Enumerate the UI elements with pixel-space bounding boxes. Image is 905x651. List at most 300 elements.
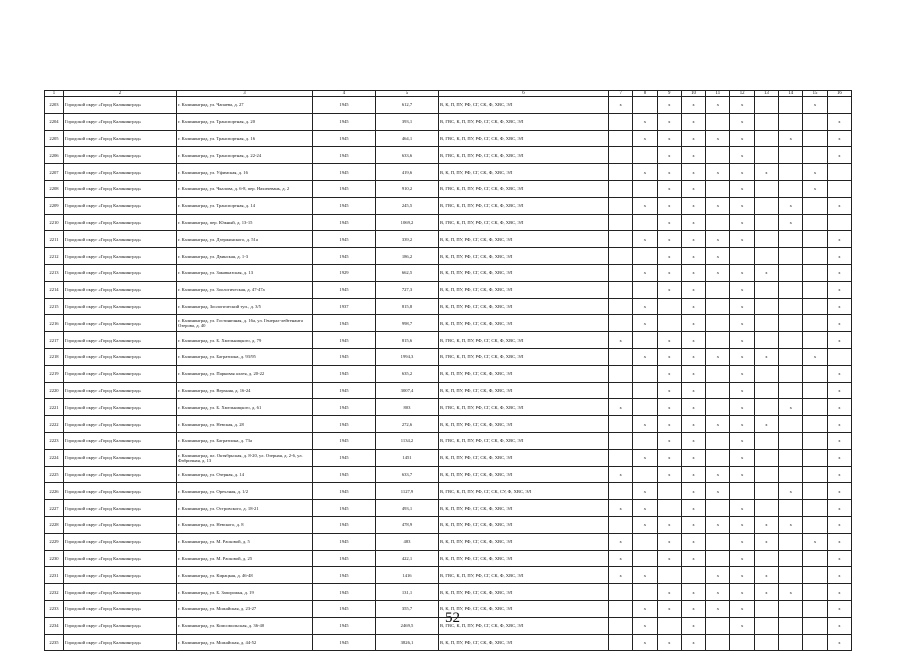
mark-cell-col-13: x bbox=[754, 164, 778, 181]
year-cell: 1945 bbox=[313, 466, 376, 483]
year-cell: 1937 bbox=[313, 298, 376, 315]
mark-cell-col-14 bbox=[779, 382, 803, 399]
row-number: 2220 bbox=[45, 382, 64, 399]
mark-cell-col-16: x bbox=[827, 500, 851, 517]
mark-cell-col-7 bbox=[609, 180, 633, 197]
table-row bbox=[45, 332, 852, 349]
address-cell: г. Калининград, ул. Транспортная, д. 16 bbox=[177, 130, 313, 147]
year-cell: 1945 bbox=[313, 382, 376, 399]
row-number: 2208 bbox=[45, 180, 64, 197]
mark-cell-col-7 bbox=[609, 432, 633, 449]
year-cell: 1945 bbox=[313, 399, 376, 416]
table-row bbox=[45, 147, 852, 164]
row-number: 2225 bbox=[45, 466, 64, 483]
mark-cell-col-12: x bbox=[730, 97, 754, 114]
mark-cell-col-10: x bbox=[681, 264, 705, 281]
mark-cell-col-13 bbox=[754, 113, 778, 130]
mark-cell-col-15: x bbox=[803, 164, 827, 181]
mark-cell-col-13 bbox=[754, 483, 778, 500]
mark-cell-col-13 bbox=[754, 214, 778, 231]
mark-cell-col-9 bbox=[657, 298, 681, 315]
column-number-8: 8 bbox=[633, 91, 657, 97]
page-number: 52 bbox=[445, 610, 460, 626]
mark-cell-col-12: x bbox=[730, 147, 754, 164]
mark-cell-col-12: x bbox=[730, 550, 754, 567]
row-number: 2232 bbox=[45, 584, 64, 601]
table-row bbox=[45, 634, 852, 651]
mark-cell-col-8 bbox=[633, 382, 657, 399]
column-number-10: 10 bbox=[681, 91, 705, 97]
mark-cell-col-11 bbox=[706, 533, 730, 550]
mark-cell-col-15 bbox=[803, 567, 827, 584]
year-cell: 1945 bbox=[313, 449, 376, 466]
mark-cell-col-14 bbox=[779, 113, 803, 130]
mark-cell-col-11 bbox=[706, 298, 730, 315]
mark-cell-col-11 bbox=[706, 449, 730, 466]
mark-cell-col-9 bbox=[657, 315, 681, 332]
table-row bbox=[45, 113, 852, 130]
district-cell: Городской округ «Город Калининград» bbox=[64, 600, 177, 617]
row-number: 2224 bbox=[45, 449, 64, 466]
row-number: 2228 bbox=[45, 516, 64, 533]
mark-cell-col-14 bbox=[779, 180, 803, 197]
works-cell: В, К, П, ПУ, РФ, СГ, СК, Ф, ХВС, ЭЛ bbox=[439, 416, 609, 433]
district-cell: Городской округ «Город Калининград» bbox=[64, 348, 177, 365]
mark-cell-col-12: x bbox=[730, 516, 754, 533]
year-cell: 1945 bbox=[313, 365, 376, 382]
works-cell: В, ГВС, К, П, ПУ, РФ, СГ, СК, Ф, ХВС, ЭЛ bbox=[439, 113, 609, 130]
mark-cell-col-15 bbox=[803, 634, 827, 651]
area-cell: 998,7 bbox=[376, 315, 439, 332]
address-cell: г. Калининград, ул. Чкалова, д. 6-8, пер. Нахичевань, д. 2 bbox=[177, 180, 313, 197]
column-number-7: 7 bbox=[609, 91, 633, 97]
mark-cell-col-13 bbox=[754, 432, 778, 449]
mark-cell-col-16: x bbox=[827, 231, 851, 248]
mark-cell-col-15 bbox=[803, 399, 827, 416]
year-cell: 1945 bbox=[313, 533, 376, 550]
year-cell: 1945 bbox=[313, 248, 376, 265]
mark-cell-col-15: x bbox=[803, 348, 827, 365]
mark-cell-col-8: x bbox=[633, 348, 657, 365]
table-body bbox=[45, 97, 852, 651]
address-cell: г. Калининград, ул. Двинская, д. 1-3 bbox=[177, 248, 313, 265]
mark-cell-col-9: x bbox=[657, 449, 681, 466]
district-cell: Городской округ «Город Калининград» bbox=[64, 416, 177, 433]
mark-cell-col-13: x bbox=[754, 584, 778, 601]
mark-cell-col-11: x bbox=[706, 483, 730, 500]
mark-cell-col-13: x bbox=[754, 264, 778, 281]
works-cell: В, К, П, ПУ, РФ, СГ, СК, Ф, ХВС, ЭЛ bbox=[439, 365, 609, 382]
address-cell: г. Калининград, ул. Кирацкая, д. 46-48 bbox=[177, 567, 313, 584]
mark-cell-col-12: x bbox=[730, 264, 754, 281]
mark-cell-col-12: x bbox=[730, 281, 754, 298]
row-number: 2205 bbox=[45, 130, 64, 147]
mark-cell-col-11: x bbox=[706, 248, 730, 265]
mark-cell-col-12: x bbox=[730, 600, 754, 617]
mark-cell-col-11 bbox=[706, 399, 730, 416]
mark-cell-col-15: x bbox=[803, 533, 827, 550]
mark-cell-col-13 bbox=[754, 500, 778, 517]
mark-cell-col-11: x bbox=[706, 416, 730, 433]
mark-cell-col-7 bbox=[609, 516, 633, 533]
district-cell: Городской округ «Город Калининград» bbox=[64, 550, 177, 567]
area-cell: 422,1 bbox=[376, 550, 439, 567]
row-number: 2223 bbox=[45, 432, 64, 449]
table-row bbox=[45, 197, 852, 214]
works-cell: В, ГВС, К, П, ПУ, РФ, СГ, СК, Ф, ХВС, ЭЛ bbox=[439, 180, 609, 197]
area-cell: 393,1 bbox=[376, 113, 439, 130]
mark-cell-col-12: x bbox=[730, 164, 754, 181]
mark-cell-col-7 bbox=[609, 365, 633, 382]
table-row bbox=[45, 483, 852, 500]
mark-cell-col-10: x bbox=[681, 500, 705, 517]
mark-cell-col-15 bbox=[803, 550, 827, 567]
mark-cell-col-16: x bbox=[827, 634, 851, 651]
mark-cell-col-14 bbox=[779, 550, 803, 567]
area-cell: 339,2 bbox=[376, 231, 439, 248]
mark-cell-col-15 bbox=[803, 231, 827, 248]
row-number: 2206 bbox=[45, 147, 64, 164]
year-cell: 1945 bbox=[313, 584, 376, 601]
area-cell: 1134,2 bbox=[376, 432, 439, 449]
mark-cell-col-8 bbox=[633, 248, 657, 265]
row-number: 2214 bbox=[45, 281, 64, 298]
works-cell: В, К, П, ПУ, РФ, СГ, СК, Ф, ХВС, ЭЛ bbox=[439, 248, 609, 265]
mark-cell-col-7 bbox=[609, 147, 633, 164]
area-cell: 612,7 bbox=[376, 97, 439, 114]
mark-cell-col-9: x bbox=[657, 550, 681, 567]
mark-cell-col-9: x bbox=[657, 516, 681, 533]
table-row bbox=[45, 248, 852, 265]
column-number-5: 5 bbox=[376, 91, 439, 97]
district-cell: Городской округ «Город Калининград» bbox=[64, 466, 177, 483]
year-cell: 1945 bbox=[313, 432, 376, 449]
mark-cell-col-16 bbox=[827, 180, 851, 197]
mark-cell-col-10: x bbox=[681, 584, 705, 601]
mark-cell-col-7 bbox=[609, 416, 633, 433]
mark-cell-col-11: x bbox=[706, 466, 730, 483]
mark-cell-col-12 bbox=[730, 483, 754, 500]
mark-cell-col-16: x bbox=[827, 617, 851, 634]
mark-cell-col-10: x bbox=[681, 432, 705, 449]
mark-cell-col-13 bbox=[754, 180, 778, 197]
mark-cell-col-12: x bbox=[730, 130, 754, 147]
works-cell: В, ГВС, К, П, ПУ, РФ, СГ, СК, Ф, ХВС, ЭЛ bbox=[439, 332, 609, 349]
mark-cell-col-9: x bbox=[657, 584, 681, 601]
mark-cell-col-8 bbox=[633, 365, 657, 382]
mark-cell-col-7: x bbox=[609, 332, 633, 349]
works-cell: В, К, П, ПУ, РФ, СГ, СК, Ф, ХВС, ЭЛ bbox=[439, 382, 609, 399]
mark-cell-col-7 bbox=[609, 449, 633, 466]
area-cell: 131,1 bbox=[376, 584, 439, 601]
district-cell: Городской округ «Город Калининград» bbox=[64, 248, 177, 265]
year-cell: 1945 bbox=[313, 281, 376, 298]
mark-cell-col-7: x bbox=[609, 567, 633, 584]
mark-cell-col-16: x bbox=[827, 332, 851, 349]
mark-cell-col-14 bbox=[779, 365, 803, 382]
mark-cell-col-8: x bbox=[633, 164, 657, 181]
mark-cell-col-8: x bbox=[633, 600, 657, 617]
mark-cell-col-14 bbox=[779, 567, 803, 584]
address-cell: г. Калининград, Зоологический туп., д. 3/5 bbox=[177, 298, 313, 315]
mark-cell-col-16: x bbox=[827, 399, 851, 416]
column-number-15: 15 bbox=[803, 91, 827, 97]
table-row bbox=[45, 533, 852, 550]
row-number: 2211 bbox=[45, 231, 64, 248]
mark-cell-col-9: x bbox=[657, 600, 681, 617]
table-row bbox=[45, 416, 852, 433]
year-cell: 1945 bbox=[313, 483, 376, 500]
mark-cell-col-12: x bbox=[730, 432, 754, 449]
mark-cell-col-13 bbox=[754, 466, 778, 483]
year-cell: 1945 bbox=[313, 315, 376, 332]
mark-cell-col-7: x bbox=[609, 533, 633, 550]
table-row bbox=[45, 449, 852, 466]
district-cell: Городской округ «Город Калининград» bbox=[64, 617, 177, 634]
row-number: 2229 bbox=[45, 533, 64, 550]
mark-cell-col-12 bbox=[730, 248, 754, 265]
mark-cell-col-8: x bbox=[633, 231, 657, 248]
mark-cell-col-15 bbox=[803, 516, 827, 533]
mark-cell-col-12: x bbox=[730, 113, 754, 130]
area-cell: 910,2 bbox=[376, 180, 439, 197]
mark-cell-col-7 bbox=[609, 483, 633, 500]
mark-cell-col-11: x bbox=[706, 97, 730, 114]
mark-cell-col-15 bbox=[803, 483, 827, 500]
mark-cell-col-12: x bbox=[730, 231, 754, 248]
mark-cell-col-10: x bbox=[681, 550, 705, 567]
area-cell: 186,2 bbox=[376, 248, 439, 265]
address-cell: г. Калининград, ул. М. Расковой, д. 5 bbox=[177, 533, 313, 550]
mark-cell-col-7: x bbox=[609, 550, 633, 567]
works-cell: В, К, П, ПУ, РФ, СГ, СК, Ф, ХВС, ЭЛ bbox=[439, 533, 609, 550]
area-cell: 272,6 bbox=[376, 416, 439, 433]
mark-cell-col-12: x bbox=[730, 315, 754, 332]
area-cell: 815,8 bbox=[376, 298, 439, 315]
mark-cell-col-13 bbox=[754, 281, 778, 298]
mark-cell-col-7 bbox=[609, 315, 633, 332]
district-cell: Городской округ «Город Калининград» bbox=[64, 180, 177, 197]
mark-cell-col-14 bbox=[779, 500, 803, 517]
row-number: 2207 bbox=[45, 164, 64, 181]
mark-cell-col-8: x bbox=[633, 567, 657, 584]
address-cell: г. Калининград, пл. Октябрьская, д. 8-20, ул. Озерная, д. 2-6, ул. Фабричная, д. 13 bbox=[177, 449, 313, 466]
address-cell: г. Калининград, ул. Комсомольская, д. 36-40 bbox=[177, 617, 313, 634]
mark-cell-col-11 bbox=[706, 500, 730, 517]
address-cell: г. Калининград, ул. Б. Хмельницкого, д. 79 bbox=[177, 332, 313, 349]
table-row bbox=[45, 432, 852, 449]
area-cell: 1994,3 bbox=[376, 348, 439, 365]
mark-cell-col-9: x bbox=[657, 214, 681, 231]
year-cell: 1945 bbox=[313, 231, 376, 248]
mark-cell-col-7 bbox=[609, 197, 633, 214]
mark-cell-col-12: x bbox=[730, 382, 754, 399]
mark-cell-col-9: x bbox=[657, 466, 681, 483]
mark-cell-col-11: x bbox=[706, 567, 730, 584]
mark-cell-col-13 bbox=[754, 97, 778, 114]
works-cell: В, К, П, ПУ, РФ, СГ, СК, Ф, ХВС, ЭЛ bbox=[439, 231, 609, 248]
area-cell: 727,3 bbox=[376, 281, 439, 298]
year-cell: 1945 bbox=[313, 416, 376, 433]
column-number-2: 2 bbox=[64, 91, 177, 97]
year-cell: 1945 bbox=[313, 197, 376, 214]
works-cell: В, ГВС, К, П, ПУ, РФ, СГ, СК, Ф, ХВС, ЭЛ bbox=[439, 567, 609, 584]
mark-cell-col-16 bbox=[827, 214, 851, 231]
year-cell: 1945 bbox=[313, 634, 376, 651]
mark-cell-col-13: x bbox=[754, 533, 778, 550]
table-row bbox=[45, 365, 852, 382]
mark-cell-col-15 bbox=[803, 449, 827, 466]
row-number: 2227 bbox=[45, 500, 64, 517]
mark-cell-col-10: x bbox=[681, 231, 705, 248]
mark-cell-col-12: x bbox=[730, 416, 754, 433]
mark-cell-col-8 bbox=[633, 332, 657, 349]
mark-cell-col-8 bbox=[633, 533, 657, 550]
mark-cell-col-14 bbox=[779, 281, 803, 298]
mark-cell-col-7 bbox=[609, 113, 633, 130]
mark-cell-col-11: x bbox=[706, 197, 730, 214]
column-number-16: 16 bbox=[827, 91, 851, 97]
mark-cell-col-7 bbox=[609, 248, 633, 265]
mark-cell-col-14 bbox=[779, 634, 803, 651]
mark-cell-col-16 bbox=[827, 164, 851, 181]
mark-cell-col-11: x bbox=[706, 584, 730, 601]
mark-cell-col-8 bbox=[633, 399, 657, 416]
year-cell: 1945 bbox=[313, 214, 376, 231]
area-cell: 355,7 bbox=[376, 600, 439, 617]
works-cell: В, ГВС, К, П, ПУ, РФ, СГ, СК, Ф, ХВС, ЭЛ bbox=[439, 147, 609, 164]
mark-cell-col-8: x bbox=[633, 449, 657, 466]
works-cell: В, К, П, ПУ, РФ, СГ, СК, Ф, ХВС, ЭЛ bbox=[439, 634, 609, 651]
area-cell: 662,5 bbox=[376, 264, 439, 281]
table-row bbox=[45, 567, 852, 584]
mark-cell-col-12: x bbox=[730, 214, 754, 231]
area-cell: 815,6 bbox=[376, 332, 439, 349]
mark-cell-col-8 bbox=[633, 97, 657, 114]
mark-cell-col-8 bbox=[633, 550, 657, 567]
mark-cell-col-12: x bbox=[730, 617, 754, 634]
mark-cell-col-14 bbox=[779, 164, 803, 181]
mark-cell-col-15 bbox=[803, 432, 827, 449]
row-number: 2218 bbox=[45, 348, 64, 365]
row-number: 2235 bbox=[45, 634, 64, 651]
mark-cell-col-10: x bbox=[681, 248, 705, 265]
mark-cell-col-10: x bbox=[681, 533, 705, 550]
mark-cell-col-8 bbox=[633, 214, 657, 231]
mark-cell-col-15 bbox=[803, 315, 827, 332]
mark-cell-col-16: x bbox=[827, 130, 851, 147]
mark-cell-col-9: x bbox=[657, 533, 681, 550]
mark-cell-col-8: x bbox=[633, 298, 657, 315]
mark-cell-col-9: x bbox=[657, 416, 681, 433]
mark-cell-col-8: x bbox=[633, 516, 657, 533]
mark-cell-col-10: x bbox=[681, 164, 705, 181]
mark-cell-col-10: x bbox=[681, 399, 705, 416]
mark-cell-col-10: x bbox=[681, 332, 705, 349]
mark-cell-col-11 bbox=[706, 281, 730, 298]
mark-cell-col-7: x bbox=[609, 97, 633, 114]
year-cell: 1945 bbox=[313, 130, 376, 147]
column-number-14: 14 bbox=[779, 91, 803, 97]
works-cell: В, К, П, ПУ, РФ, СГ, СК, Ф, ХВС, ЭЛ bbox=[439, 264, 609, 281]
mark-cell-col-9 bbox=[657, 483, 681, 500]
mark-cell-col-14: x bbox=[779, 197, 803, 214]
area-cell: 1416 bbox=[376, 567, 439, 584]
works-cell: В, К, П, ПУ, РФ, СГ, СК, Ф, ХВС, ЭЛ bbox=[439, 315, 609, 332]
mark-cell-col-11 bbox=[706, 147, 730, 164]
mark-cell-col-9: x bbox=[657, 382, 681, 399]
mark-cell-col-13: x bbox=[754, 348, 778, 365]
mark-cell-col-9: x bbox=[657, 248, 681, 265]
works-cell: В, ГВС, К, П, ПУ, РФ, СГ, СК, Ф, ХВС, ЭЛ bbox=[439, 197, 609, 214]
mark-cell-col-14 bbox=[779, 416, 803, 433]
mark-cell-col-15: x bbox=[803, 97, 827, 114]
year-cell: 1929 bbox=[313, 264, 376, 281]
mark-cell-col-14 bbox=[779, 332, 803, 349]
works-cell: В, К, П, ПУ, РФ, СГ, СК, Ф, ХВС, ЭЛ bbox=[439, 550, 609, 567]
mark-cell-col-7 bbox=[609, 264, 633, 281]
area-cell: 3826,1 bbox=[376, 634, 439, 651]
mark-cell-col-9: x bbox=[657, 399, 681, 416]
mark-cell-col-16: x bbox=[827, 516, 851, 533]
mark-cell-col-7 bbox=[609, 281, 633, 298]
year-cell: 1945 bbox=[313, 550, 376, 567]
district-cell: Городской округ «Город Калининград» bbox=[64, 97, 177, 114]
row-number: 2216 bbox=[45, 315, 64, 332]
mark-cell-col-14: x bbox=[779, 130, 803, 147]
mark-cell-col-12: x bbox=[730, 180, 754, 197]
area-cell: 464,1 bbox=[376, 130, 439, 147]
district-cell: Городской округ «Город Калининград» bbox=[64, 449, 177, 466]
address-cell: г. Калининград, ул. Парковая аллея, д. 20-22 bbox=[177, 365, 313, 382]
mark-cell-col-11 bbox=[706, 315, 730, 332]
year-cell: 1945 bbox=[313, 500, 376, 517]
district-cell: Городской округ «Город Калининград» bbox=[64, 382, 177, 399]
mark-cell-col-16: x bbox=[827, 365, 851, 382]
area-cell: 633,7 bbox=[376, 466, 439, 483]
mark-cell-col-8: x bbox=[633, 113, 657, 130]
mark-cell-col-16: x bbox=[827, 147, 851, 164]
district-cell: Городской округ «Город Калининград» bbox=[64, 147, 177, 164]
district-cell: Городской округ «Город Калининград» bbox=[64, 432, 177, 449]
mark-cell-col-14 bbox=[779, 348, 803, 365]
district-cell: Городской округ «Город Калининград» bbox=[64, 399, 177, 416]
mark-cell-col-13 bbox=[754, 332, 778, 349]
row-number: 2226 bbox=[45, 483, 64, 500]
year-cell: 1945 bbox=[313, 516, 376, 533]
mark-cell-col-15 bbox=[803, 500, 827, 517]
mark-cell-col-10: x bbox=[681, 449, 705, 466]
year-cell: 1945 bbox=[313, 567, 376, 584]
address-cell: г. Калининград, ул. Верхняя, д. 16-24 bbox=[177, 382, 313, 399]
table-row bbox=[45, 550, 852, 567]
district-cell: Городской округ «Город Калининград» bbox=[64, 164, 177, 181]
mark-cell-col-13 bbox=[754, 634, 778, 651]
area-cell: 633,6 bbox=[376, 147, 439, 164]
mark-cell-col-8: x bbox=[633, 500, 657, 517]
row-number: 2234 bbox=[45, 617, 64, 634]
mark-cell-col-7 bbox=[609, 584, 633, 601]
mark-cell-col-9: x bbox=[657, 231, 681, 248]
mark-cell-col-16: x bbox=[827, 264, 851, 281]
address-cell: г. Калининград, ул. Орехлная, д. 1/2 bbox=[177, 483, 313, 500]
mark-cell-col-7 bbox=[609, 382, 633, 399]
mark-cell-col-10: x bbox=[681, 348, 705, 365]
mark-cell-col-15 bbox=[803, 281, 827, 298]
works-cell: В, К, П, ПУ, РФ, СГ, СК, Ф, ХВС, ЭЛ bbox=[439, 449, 609, 466]
row-number: 2217 bbox=[45, 332, 64, 349]
table-row bbox=[45, 584, 852, 601]
